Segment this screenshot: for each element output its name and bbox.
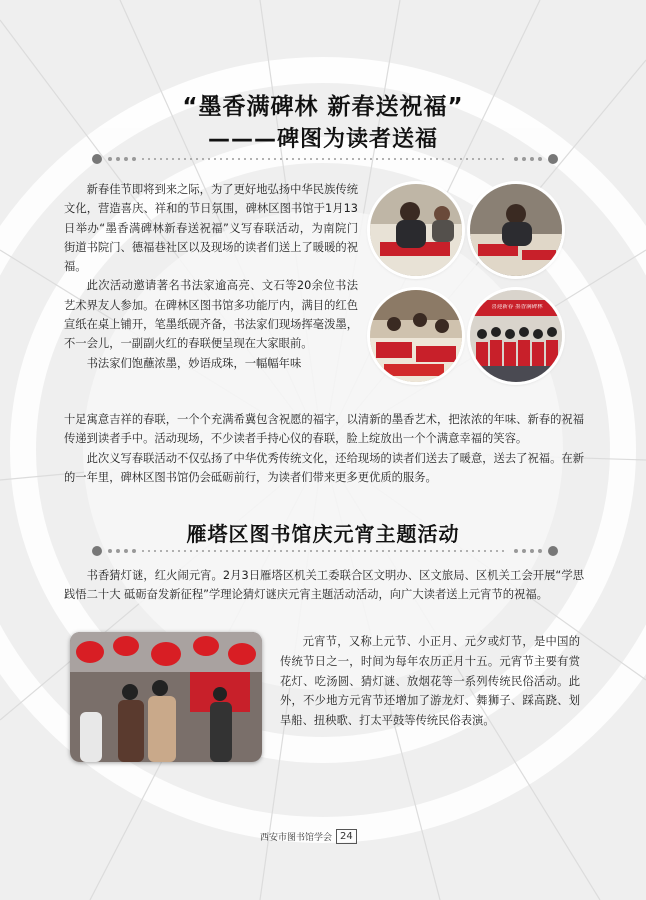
article2-intro xyxy=(64,566,584,605)
paragraph: 此次义写春联活动不仅弘扬了中华优秀传统文化，还给现场的读者们送去了暖意，送去了祝福。在新的一年里，碑林区图书馆仍会砥砺前行，为读者们带来更多更优质的服务。 xyxy=(64,451,584,484)
paragraph: 书法家们饱蘸浓墨，妙语成珠，一幅幅年味 xyxy=(86,356,302,370)
calligraphy-photo-2 xyxy=(470,184,562,276)
paragraph: 此次活动邀请著名书法家逾高亮、文石等20余位书法艺术界友人参加。在碑林区图书馆多功能厅内，满目的红色宣纸在桌上铺开，笔墨纸砚齐备，书法家们现场挥毫泼墨，不一会儿，一副副火红的春联便呈现在大家眼前。 xyxy=(64,279,358,351)
article2-title: 雁塔区图书馆庆元宵主题活动 xyxy=(186,522,460,546)
article-title: “墨香满碑林 新春送祝福” xyxy=(182,94,464,120)
calligraphy-photo-1 xyxy=(370,184,462,276)
paragraph: 十足寓意吉祥的春联，一个个充满希冀包含祝愿的福字，以清新的墨香艺术，把浓浓的年味、新春的祝福传递到读者手中。活动现场，不少读者手持心仪的春联，脸上绽放出一个个满意幸福的笑容。 xyxy=(64,413,584,446)
dotted-divider xyxy=(90,152,560,166)
paragraph: 书香猜灯谜，红火闹元宵。2月3日雁塔区机关工委联合区文明办、区文旅局、区机关工会开展“学思践悟二十大 砥砺奋发新征程”学理论猜灯谜庆元宵主题活动活动，向广大读者送上元宵节的祝福。 xyxy=(64,569,584,602)
article-body-continued xyxy=(64,410,584,487)
photo-banner-caption: 喜迎新春 墨香满碑林 xyxy=(491,304,543,310)
article2-side-text xyxy=(280,632,580,731)
article-body xyxy=(64,180,358,373)
article-subtitle: ———碑图为读者送福 xyxy=(207,127,438,152)
page-number: 24 xyxy=(336,829,357,844)
paragraph: 新春佳节即将到来之际，为了更好地弘扬中华民族传统文化，营造喜庆、祥和的节日氛围，碑林区图书馆于1月13日举办“墨香满碑林新春送祝福”义写春联活动，为南院门街道书院门、德福巷社区以及现场的读者们送上了暖暖的祝福。 xyxy=(64,183,358,274)
paragraph: 元宵节，又称上元节、小正月、元夕或灯节，是中国的传统节日之一，时间为每年农历正月十五。元宵节主要有赏花灯、吃汤圆、猜灯谜、放烟花等一系列传统民俗活动。此外，不少地方元宵节还增加了游龙灯、舞狮子、踩高跷、划旱船、扭秧歌、打太平鼓等传统民俗表演。 xyxy=(280,635,580,728)
lantern-event-photo xyxy=(70,632,262,762)
page-footer xyxy=(256,828,357,844)
calligraphy-photo-3 xyxy=(370,290,462,382)
footer-org: 西安市图书馆学会 xyxy=(260,832,333,843)
dotted-divider xyxy=(90,544,560,558)
